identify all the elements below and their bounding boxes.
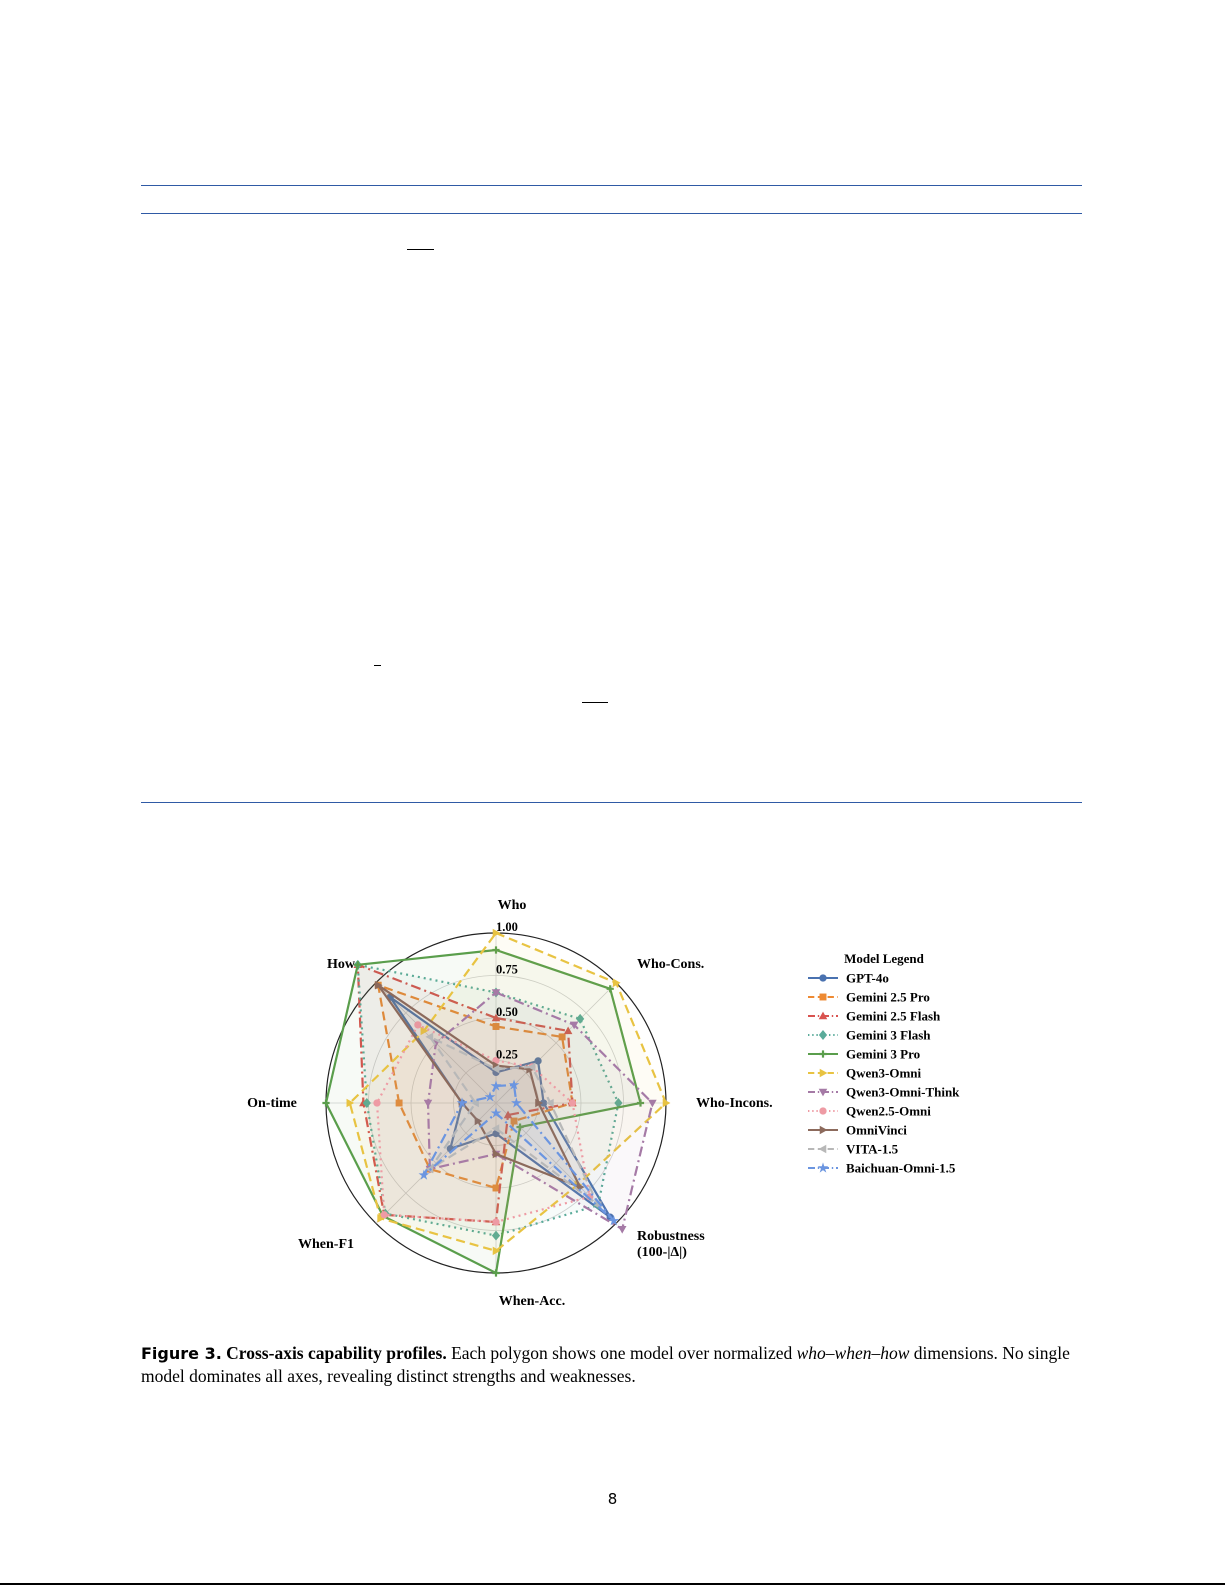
- figure-caption: [141, 1342, 1086, 1387]
- legend-item-vita-1-5: [808, 1142, 899, 1157]
- data-point-gemini-2-5-pro: [820, 994, 826, 1000]
- legend-label: Gemini 3 Flash: [846, 1027, 931, 1043]
- legend-item-qwen2-5-omni: [808, 1104, 931, 1119]
- axis-label: When-F1: [298, 1237, 354, 1252]
- axis-label: Who-Cons.: [637, 957, 705, 972]
- axis-label: Who-Incons.: [696, 1096, 773, 1111]
- axis-label: On-time: [247, 1096, 297, 1111]
- chart-legend: [808, 951, 960, 1176]
- axis-label: Who: [497, 898, 527, 913]
- data-point-qwen3-omni-think: [619, 1226, 626, 1232]
- underline-mark: [374, 665, 381, 666]
- legend-item-gpt-4o: [808, 971, 889, 986]
- caption-text: Each polygon shows one model over normalized: [446, 1343, 797, 1363]
- header-rule-top: [141, 185, 1082, 186]
- radial-tick-label: 0.75: [496, 962, 518, 977]
- legend-item-omnivinci: [808, 1123, 907, 1138]
- legend-item-gemini-2-5-flash: [808, 1009, 941, 1024]
- data-point-gpt-4o: [820, 975, 826, 981]
- caption-label: Figure 3.: [141, 1344, 222, 1363]
- data-point-baichuan-omni-1-5: [819, 1164, 827, 1172]
- legend-label: OmniVinci: [846, 1122, 907, 1138]
- legend-label: Gemini 2.5 Flash: [846, 1008, 941, 1024]
- legend-item-qwen3-omni-think: [808, 1085, 960, 1100]
- data-point-qwen2-5-omni: [569, 1100, 575, 1106]
- header-rule-bottom: [141, 213, 1082, 214]
- data-point-qwen2-5-omni: [493, 1219, 499, 1225]
- legend-item-gemini-2-5-pro: [808, 990, 930, 1005]
- radial-tick-label: 1.00: [496, 920, 518, 934]
- data-point-gemini-3-pro: [819, 1050, 826, 1057]
- radial-tick-label: 0.50: [496, 1005, 518, 1019]
- legend-label: GPT-4o: [846, 970, 889, 986]
- radar-series: [322, 929, 669, 1276]
- legend-label: Qwen3-Omni-Think: [846, 1084, 960, 1100]
- legend-label: Qwen3-Omni: [846, 1065, 922, 1081]
- legend-label: Gemini 3 Pro: [846, 1046, 921, 1062]
- legend-label: VITA-1.5: [846, 1141, 899, 1157]
- axis-label: Robustness (100-|Δ|): [637, 1229, 705, 1260]
- underline-mark: [582, 702, 608, 703]
- caption-emphasis: who–when–how: [796, 1343, 910, 1363]
- axis-label: How: [327, 957, 355, 972]
- data-point-gemini-3-flash: [819, 1031, 826, 1040]
- caption-title: Cross-axis capability profiles.: [226, 1343, 447, 1363]
- data-point-qwen2-5-omni: [820, 1108, 826, 1114]
- legend-label: Baichuan-Omni-1.5: [846, 1160, 956, 1176]
- underline-mark: [407, 249, 434, 250]
- section-rule: [141, 802, 1082, 803]
- legend-item-gemini-3-pro: [808, 1047, 920, 1062]
- radial-tick-label: 0.25: [496, 1047, 518, 1062]
- data-point-qwen2-5-omni: [374, 1100, 380, 1106]
- page-number: 8: [607, 1490, 618, 1508]
- data-point-vita-1-5: [819, 1145, 825, 1152]
- caption-text-end: dimensions. No single model dominates all axes, revealing distinct strengths and weaknesses.: [141, 1343, 1070, 1386]
- data-point-qwen3-omni: [820, 1069, 826, 1076]
- legend-title: Model Legend: [844, 951, 924, 966]
- legend-item-baichuan-omni-1-5: [808, 1161, 956, 1176]
- radar-chart: [0, 880, 1225, 1320]
- legend-item-gemini-3-flash: [808, 1028, 931, 1043]
- data-point-qwen2-5-omni: [381, 1212, 387, 1218]
- legend-label: Qwen2.5-Omni: [846, 1103, 931, 1119]
- legend-item-qwen3-omni: [808, 1066, 922, 1081]
- axis-label: When-Acc.: [498, 1294, 566, 1309]
- legend-label: Gemini 2.5 Pro: [846, 989, 930, 1005]
- data-point-omnivinci: [820, 1126, 826, 1133]
